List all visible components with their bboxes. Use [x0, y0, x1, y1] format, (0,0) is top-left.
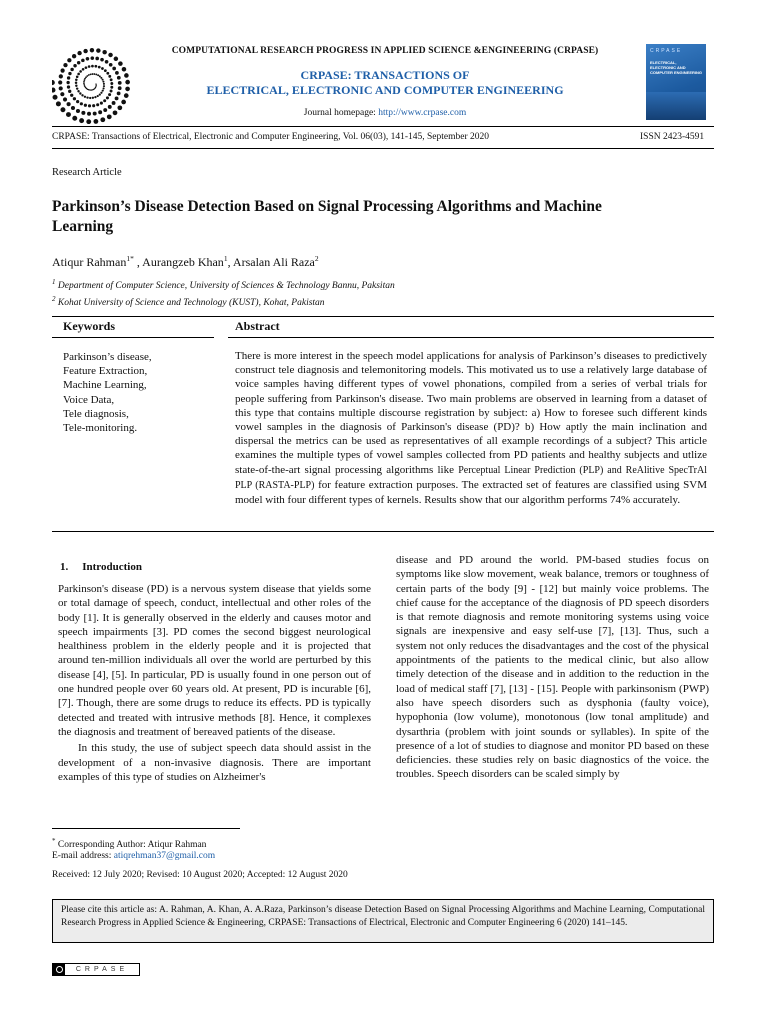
footer-logo-text: CRPASE [75, 966, 129, 973]
author-name: Arsalan Ali Raza [232, 255, 315, 269]
affiliation-text: Department of Computer Science, University of Sciences & Technology Bannu, Paksitan [55, 281, 395, 292]
journal-homepage [140, 108, 630, 118]
article-type: Research Article [52, 167, 122, 178]
intro-heading-text: Introduction [82, 561, 142, 573]
header-rule [52, 126, 714, 127]
section-rule-bottom [52, 531, 714, 532]
spiral-dots-logo-icon [52, 44, 134, 124]
keyword-item: Feature Extraction, [63, 365, 148, 378]
affiliation-text: Kohat University of Science and Technology (KUST), Kohat, Pakistan [55, 298, 325, 309]
abstract-heading: Abstract [235, 319, 280, 333]
cover-band [646, 92, 706, 120]
issn: ISSN 2423-4591 [640, 132, 705, 142]
affiliation-line [52, 293, 395, 310]
abstract-part1: There is more interest in the speech model applications for analysis of Parkinson’s diseases to predictively construct tele diagnosis and telemonitoring models. This motivated us to use a relatively large database of voice samples having different types of vowel phonations, compiled from a series of verbal trials for people suffering from Parkinson's disease. Two main problems are observed in learning from a dataset of this type that contains multiple discourse registration by subject: a) How to foresee such different kinds vowel samples in the diagnosis of Parkinson's disease (PD)? b) How aptly the main inclination and dispersal the metrics can be used as representatives of all example recordings of a subject? This article examines the multiple types of vowel samples collected from PD patients and healthy subjects and utlize state-of-the-art signal processing algorithms like [235, 350, 707, 476]
affiliation-line [52, 276, 395, 293]
citation-line: CRPASE: Transactions of Electrical, Electronic and Computer Engineering, Vol. 06(03), 141-145, September 2020 [52, 132, 490, 142]
intro-column-left [58, 582, 371, 784]
journal-name-line2: ELECTRICAL, ELECTRONIC AND COMPUTER ENGINEERING [206, 83, 564, 97]
email-label: E-mail address: [52, 851, 114, 861]
intro-paragraph-2: In this study, the use of subject speech data should assist in the development of a non-invasive diagnosis. There are important examples of this type of studies on Alzheimer's [58, 742, 371, 783]
keywords-rule [52, 337, 214, 338]
cover-brand: CRPASE [650, 48, 683, 54]
author-affiliation-mark: 2 [314, 254, 319, 263]
keyword-item: Machine Learning, [63, 379, 147, 392]
footer-logo [52, 963, 140, 976]
cite-this-article-box: Please cite this article as: A. Rahman, A. Khan, A. A.Raza, Parkinson’s disease Detection Based on Signal Processing Algorithms and Machine Learning, Computational Research Progress in Applied Science & Engineering, CRPASE: Transactions of Electrical, Electronic and Computer Engineering 6 (2020) 141–145. [52, 899, 714, 943]
keyword-item: Parkinson’s disease, [63, 351, 152, 363]
affiliations [52, 276, 395, 310]
header-rule-2 [52, 148, 714, 149]
footnote-rule [52, 828, 240, 829]
affiliation-mark: 1 [52, 278, 56, 286]
section-rule-top [52, 316, 714, 317]
journal-cover-image [646, 44, 706, 120]
author-list [52, 254, 319, 270]
keyword-item: Tele diagnosis, [63, 407, 129, 420]
footer-logo-mark-icon [53, 964, 65, 975]
article-title [52, 197, 722, 237]
series-title: COMPUTATIONAL RESEARCH PROGRESS IN APPLIED SCIENCE &ENGINEERING (CRPASE) [171, 46, 599, 56]
author-name: Atiqur Rahman [52, 255, 127, 269]
author-separator: , [227, 255, 233, 269]
keywords-heading: Keywords [63, 319, 115, 333]
abstract-text [235, 349, 707, 507]
intro-paragraph-1: Parkinson's disease (PD) is a nervous system disease that yields some or total damage of speech, conduct, intellectual and other roles of the body [1]. It is generally observed in the elderly and causes motor and speech impairments [3]. PD comes the second biggest neurological healthiness problem in the elderly people and it is projected that around ten-million individuals all over the world are perturbed by this disease [4], [5]. In particular, PD is usually found in one person out of one hundred people over 60 years old. At present, PD is incurable [6], [7]. Though, there are some drugs to reduce its effects. PD is typically detected and treated with intrusive methods [8]. Hence, it complexes the diagnosis and treatment of bereaved patients of the disease. [58, 583, 371, 738]
title-line1: Parkinson’s Disease Detection Based on Signal Processing Algorithms and Machine [52, 198, 602, 215]
abstract-part2: for feature extraction purposes. The extracted set of features are classified using SVM model with four different types of kernels. Results show that our algorithm performs 74% accurately. [235, 478, 707, 507]
author-name: Aurangzeb Khan [142, 255, 224, 269]
title-line2: Learning [52, 218, 114, 235]
intro-column-right: disease and PD around the world. PM-based studies focus on symptoms like slow movement, weak balance, tremors or toughness of certain parts of the body [9] - [12] but mainly voice problems. The chief cause for the acceptance of the diagnosis of PD speech disorders is that remote diagnosis and remote monitoring systems using voice signals are inexpensive and easy self-use [7], [13]. Thus, such a system not only reduces the disadvantages and the cost of the physical appointments of the patients to the medical clinic, but also allow timely detection of the disease and in addition to the reduction in the load of medical staff [7], [13] - [15]. People with parkinsonism (PWP) also have speech disorders such as dysphonia (faulty voice), hypophonia (low volume), monotonous (low tonal amplitude) and dysarthria (problem with joint sounds or syllables). In spite of the presence of a lot of studies to diagnose and monitor PD based on these deficiencies. these studies rely on basic diagnostics of the voice. the troubles. Speech disorders can be scaled simply by [396, 554, 709, 781]
homepage-label: Journal homepage: [303, 108, 379, 118]
email-link[interactable]: atiqrehman37@gmail.com [113, 851, 216, 861]
author-affiliation-mark: 1* [126, 254, 134, 263]
homepage-link[interactable]: http://www.crpase.com [378, 108, 467, 118]
corresponding-mark: * [52, 837, 56, 845]
abstract-rule [228, 337, 714, 338]
intro-heading [60, 561, 142, 573]
author-affiliation-mark: 1 [223, 254, 228, 263]
email-line [52, 849, 215, 863]
keywords-list [63, 350, 213, 435]
journal-name-line1: CRPASE: TRANSACTIONS OF [300, 68, 470, 82]
received-dates: Received: 12 July 2020; Revised: 10 August 2020; Accepted: 12 August 2020 [52, 870, 348, 880]
keyword-item: Tele-monitoring. [63, 422, 138, 435]
author-separator: , [133, 255, 143, 269]
cover-title: ELECTRICAL, ELECTRONIC AND COMPUTER ENGINEERING [650, 60, 703, 75]
corresponding-text: Corresponding Author: Atiqur Rahman [55, 840, 207, 851]
keyword-item: Voice Data, [63, 393, 115, 406]
intro-heading-num: 1. [60, 561, 69, 573]
affiliation-mark: 2 [52, 295, 56, 304]
abstract-methods: Perceptual Linear Prediction (PLP) and ReAlitive SpecTrAl PLP (RASTA-PLP) [235, 464, 708, 491]
